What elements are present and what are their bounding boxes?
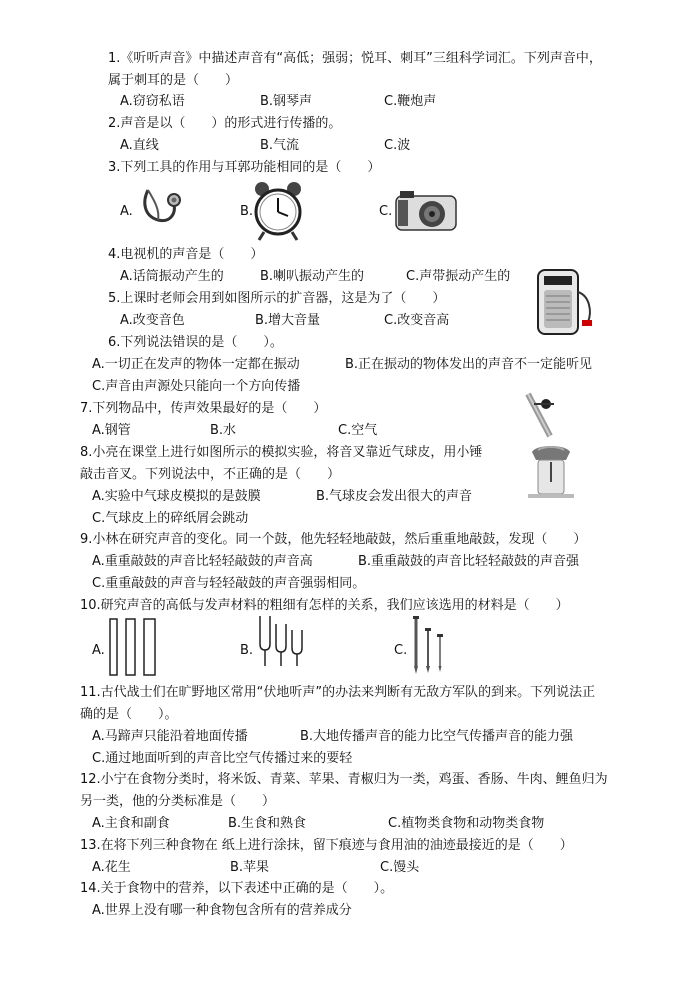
q6-option-a: A.一切正在发声的物体一定都在振动 (92, 357, 300, 372)
q7-option-b: B.水 (210, 423, 237, 438)
q3-option-c: C. (379, 204, 393, 219)
nails-image (410, 614, 446, 680)
q12-option-a: A.主食和副食 (92, 816, 170, 831)
q8-stem-cont: 敲击音叉。下列说法中，不正确的是（ ） (80, 467, 341, 482)
q1-stem: 1.《听听声音》中描述声音有“高低；强弱；悦耳、刺耳”三组科学词汇。下列声音中， (108, 51, 602, 66)
q12-option-c: C.植物类食物和动物类食物 (388, 816, 545, 831)
q7-option-a: A.钢管 (92, 423, 131, 438)
rods-image (108, 617, 158, 681)
q13-option-b: B.苹果 (230, 860, 270, 875)
q11-option-b: B.大地传播声音的能力比空气传播声音的能力强 (300, 729, 574, 744)
q7-stem: 7.下列物品中，传声效果最好的是（ ） (80, 401, 327, 416)
balloon-jar-experiment-image (526, 442, 576, 504)
tuning-forks-image (256, 614, 306, 674)
q14-stem: 14.关于食物中的营养，以下表述中正确的是（ ）。 (80, 881, 394, 896)
q5-stem: 5.上课时老师会用到如图所示的扩音器，这是为了（ ） (108, 291, 446, 306)
q10-option-c: C. (394, 643, 408, 658)
q9-stem: 9.小林在研究声音的变化。同一个鼓，他先轻轻地敲鼓，然后重重地敲鼓，发现（ ） (80, 532, 587, 547)
alarm-clock-image (252, 180, 304, 246)
q4-stem: 4.电视机的声音是（ ） (108, 247, 264, 262)
steel-pipe-image (524, 392, 558, 442)
q5-option-c: C.改变音高 (384, 313, 450, 328)
q2-option-b: B.气流 (260, 138, 300, 153)
q8-option-b: B.气球皮会发出很大的声音 (316, 489, 473, 504)
q1-stem-cont: 属于刺耳的是（ ） (108, 73, 239, 88)
q13-option-a: A.花生 (92, 860, 131, 875)
q5-option-a: A.改变音色 (120, 313, 185, 328)
q10-option-a: A. (92, 643, 105, 658)
q11-stem: 11.古代战士们在旷野地区常用“伏地听声”的办法来判断有无敌方军队的到来。下列说法正 (80, 685, 596, 700)
q2-stem: 2.声音是以（ ）的形式进行传播的。 (108, 116, 342, 131)
q12-stem: 12.小宁在食物分类时，将米饭、青菜、苹果、青椒归为一类，鸡蛋、香肠、牛肉、鲤鱼归为 (80, 772, 608, 787)
q6-stem: 6.下列说法错误的是（ ）。 (108, 335, 283, 350)
q12-option-b: B.生食和熟食 (228, 816, 307, 831)
q6-option-b: B.正在振动的物体发出的声音不一定能听见 (345, 357, 593, 372)
q8-stem: 8.小亮在课堂上进行如图所示的模拟实验，将音叉靠近气球皮，用小锤 (80, 445, 483, 460)
voice-amplifier-image (532, 266, 596, 344)
q1-option-a: A.窃窃私语 (120, 94, 185, 109)
q9-option-b: B.重重敲鼓的声音比轻轻敲鼓的声音强 (358, 554, 580, 569)
q11-option-a: A.马蹄声只能沿着地面传播 (92, 729, 248, 744)
stethoscope-image (138, 186, 186, 236)
q3-option-b: B. (240, 204, 254, 219)
q6-option-c: C.声音由声源处只能向一个方向传播 (92, 379, 301, 394)
q8-option-c: C.气球皮上的碎纸屑会跳动 (92, 511, 249, 526)
q1-option-c: C.鞭炮声 (384, 94, 437, 109)
q3-option-a: A. (120, 204, 133, 219)
q5-option-b: B.增大音量 (255, 313, 321, 328)
q9-option-a: A.重重敲鼓的声音比轻轻敲鼓的声音高 (92, 554, 313, 569)
q2-option-a: A.直线 (120, 138, 159, 153)
q2-option-c: C.波 (384, 138, 411, 153)
q10-option-b: B. (240, 643, 254, 658)
q4-option-a: A.话筒振动产生的 (120, 269, 224, 284)
q1-option-b: B.钢琴声 (260, 94, 313, 109)
q8-option-a: A.实验中气球皮模拟的是鼓膜 (92, 489, 261, 504)
q9-option-c: C.重重敲鼓的声音与轻轻敲鼓的声音强弱相同。 (92, 576, 366, 591)
q3-stem: 3.下列工具的作用与耳郭功能相同的是（ ） (108, 160, 381, 175)
q14-option-a: A.世界上没有哪一种食物包含所有的营养成分 (92, 903, 352, 918)
q13-option-c: C.馒头 (380, 860, 420, 875)
q11-stem-cont: 确的是（ ）。 (80, 707, 178, 722)
q10-stem: 10.研究声音的高低与发声材料的粗细有怎样的关系，我们应该选用的材料是（ ） (80, 598, 569, 613)
q4-option-b: B.喇叭振动产生的 (260, 269, 365, 284)
q7-option-c: C.空气 (338, 423, 378, 438)
q12-stem-cont: 另一类，他的分类标准是（ ） (80, 794, 276, 809)
camera-image (394, 188, 458, 236)
q4-option-c: C.声带振动产生的 (406, 269, 511, 284)
q13-stem: 13.在将下列三种食物在 纸上进行涂抹，留下痕迹与食用油的油迹最接近的是（ ） (80, 838, 573, 853)
q11-option-c: C.通过地面听到的声音比空气传播过来的要轻 (92, 751, 353, 766)
